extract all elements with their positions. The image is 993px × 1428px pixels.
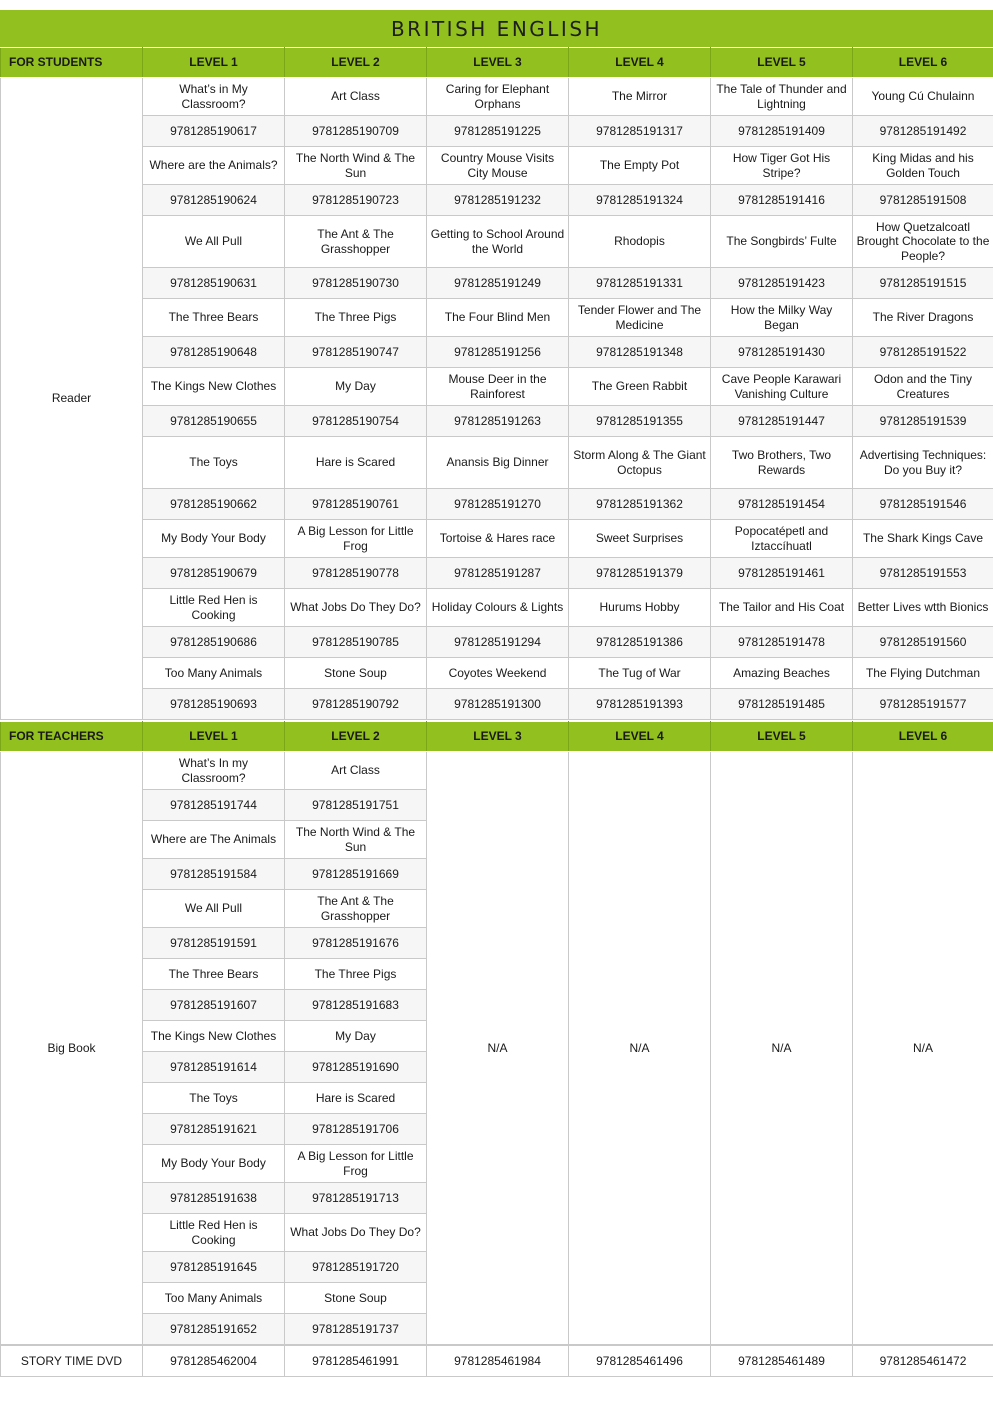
- title-row: [1, 437, 993, 489]
- not-available-cell: N/A: [853, 752, 993, 1345]
- isbn: 9781285190655: [143, 406, 285, 437]
- isbn: 9781285191652: [143, 1314, 285, 1345]
- isbn: 9781285191539: [853, 406, 993, 437]
- students-table: [0, 47, 993, 720]
- isbn-row: [1, 268, 993, 299]
- isbn: 9781285191379: [569, 558, 711, 589]
- page-title: BRITISH ENGLISH: [0, 10, 993, 47]
- isbn: 9781285190679: [143, 558, 285, 589]
- level-header: LEVEL 2: [285, 722, 427, 752]
- isbn: 9781285191706: [285, 1114, 427, 1145]
- level-header: LEVEL 3: [427, 48, 569, 78]
- isbn-row: [1, 558, 993, 589]
- isbn: 9781285191560: [853, 627, 993, 658]
- isbn: 9781285191713: [285, 1183, 427, 1214]
- book-title: Sweet Surprises: [569, 520, 711, 558]
- isbn: 9781285191232: [427, 185, 569, 216]
- isbn: 9781285191546: [853, 489, 993, 520]
- dvd-table: [0, 1345, 993, 1377]
- isbn: 9781285191355: [569, 406, 711, 437]
- book-title: Better Lives wtth Bionics: [853, 589, 993, 627]
- book-title: What’s In my Classroom?: [143, 752, 285, 790]
- isbn-row: [1, 185, 993, 216]
- book-title: We All Pull: [143, 216, 285, 268]
- category-cell: Reader: [1, 78, 143, 720]
- book-title: The Tale of Thunder and Lightning: [711, 78, 853, 116]
- isbn: 9781285191393: [569, 689, 711, 720]
- isbn: 9781285191416: [711, 185, 853, 216]
- isbn: 9781285190747: [285, 337, 427, 368]
- book-title: Stone Soup: [285, 658, 427, 689]
- book-title: The Ant & The Grasshopper: [285, 216, 427, 268]
- book-title: The Three Bears: [143, 959, 285, 990]
- isbn: 9781285461472: [853, 1346, 993, 1377]
- book-title: Where are the Animals?: [143, 147, 285, 185]
- isbn: 9781285190754: [285, 406, 427, 437]
- isbn: 9781285191522: [853, 337, 993, 368]
- isbn: 9781285190723: [285, 185, 427, 216]
- isbn: 9781285191553: [853, 558, 993, 589]
- book-title: The Flying Dutchman: [853, 658, 993, 689]
- isbn: 9781285191508: [853, 185, 993, 216]
- title-row: [1, 299, 993, 337]
- title-row: [1, 216, 993, 268]
- level-header: LEVEL 1: [143, 722, 285, 752]
- isbn: 9781285190686: [143, 627, 285, 658]
- isbn: 9781285191591: [143, 928, 285, 959]
- book-title: Little Red Hen is Cooking: [143, 589, 285, 627]
- students-header-row: [1, 48, 993, 78]
- level-header: LEVEL 6: [853, 722, 993, 752]
- isbn: 9781285191607: [143, 990, 285, 1021]
- level-header: LEVEL 1: [143, 48, 285, 78]
- isbn: 9781285191669: [285, 859, 427, 890]
- dvd-label: STORY TIME DVD: [1, 1346, 143, 1377]
- book-title: Coyotes Weekend: [427, 658, 569, 689]
- book-title: Too Many Animals: [143, 1283, 285, 1314]
- isbn: 9781285191386: [569, 627, 711, 658]
- book-title: The Green Rabbit: [569, 368, 711, 406]
- isbn: 9781285190730: [285, 268, 427, 299]
- isbn: 9781285190792: [285, 689, 427, 720]
- book-title: Young Cú Chulainn: [853, 78, 993, 116]
- book-title: The Songbirds’ Fulte: [711, 216, 853, 268]
- isbn: 9781285190693: [143, 689, 285, 720]
- book-title: Anansis Big Dinner: [427, 437, 569, 489]
- isbn: 9781285190648: [143, 337, 285, 368]
- isbn: 9781285191584: [143, 859, 285, 890]
- isbn: 9781285191690: [285, 1052, 427, 1083]
- isbn: 9781285191249: [427, 268, 569, 299]
- isbn: 9781285191317: [569, 116, 711, 147]
- book-title: The Three Pigs: [285, 299, 427, 337]
- isbn: 9781285191737: [285, 1314, 427, 1345]
- isbn: 9781285190631: [143, 268, 285, 299]
- not-available-cell: N/A: [427, 752, 569, 1345]
- book-title: The Three Bears: [143, 299, 285, 337]
- book-title: The Ant & The Grasshopper: [285, 890, 427, 928]
- isbn: 9781285191256: [427, 337, 569, 368]
- level-header: LEVEL 4: [569, 48, 711, 78]
- isbn: 9781285190709: [285, 116, 427, 147]
- book-title: Tortoise & Hares race: [427, 520, 569, 558]
- book-title: Hare is Scared: [285, 437, 427, 489]
- isbn: 9781285191676: [285, 928, 427, 959]
- isbn: 9781285191294: [427, 627, 569, 658]
- isbn: 9781285191478: [711, 627, 853, 658]
- category-cell: Big Book: [1, 752, 143, 1345]
- book-title: My Day: [285, 368, 427, 406]
- title-row: [1, 589, 993, 627]
- book-title: Holiday Colours & Lights: [427, 589, 569, 627]
- isbn: 9781285190761: [285, 489, 427, 520]
- book-title: Art Class: [285, 78, 427, 116]
- isbn: 9781285190778: [285, 558, 427, 589]
- book-title: The North Wind & The Sun: [285, 821, 427, 859]
- isbn: 9781285461496: [569, 1346, 711, 1377]
- book-title: Tender Flower and The Medicine: [569, 299, 711, 337]
- isbn: 9781285191447: [711, 406, 853, 437]
- isbn: 9781285461984: [427, 1346, 569, 1377]
- level-header: LEVEL 2: [285, 48, 427, 78]
- book-title: How Quetzalcoatl Brought Chocolate to the People?: [853, 216, 993, 268]
- isbn: 9781285191461: [711, 558, 853, 589]
- book-title: Caring for Elephant Orphans: [427, 78, 569, 116]
- isbn: 9781285191645: [143, 1252, 285, 1283]
- isbn: 9781285191744: [143, 790, 285, 821]
- isbn: 9781285191225: [427, 116, 569, 147]
- isbn: 9781285191348: [569, 337, 711, 368]
- isbn: 9781285191492: [853, 116, 993, 147]
- isbn: 9781285190617: [143, 116, 285, 147]
- book-title: The Tug of War: [569, 658, 711, 689]
- book-title: The Kings New Clothes: [143, 1021, 285, 1052]
- isbn: 9781285191577: [853, 689, 993, 720]
- isbn: 9781285191423: [711, 268, 853, 299]
- book-title: Art Class: [285, 752, 427, 790]
- book-title: The Shark Kings Cave: [853, 520, 993, 558]
- isbn: 9781285191430: [711, 337, 853, 368]
- level-header: LEVEL 3: [427, 722, 569, 752]
- isbn: 9781285461991: [285, 1346, 427, 1377]
- book-title: What’s in My Classroom?: [143, 78, 285, 116]
- book-title: My Body Your Body: [143, 1145, 285, 1183]
- level-header: LEVEL 6: [853, 48, 993, 78]
- book-title: Where are The Animals: [143, 821, 285, 859]
- isbn: 9781285191751: [285, 790, 427, 821]
- book-title: The Toys: [143, 1083, 285, 1114]
- book-title: Two Brothers, Two Rewards: [711, 437, 853, 489]
- book-title: The Mirror: [569, 78, 711, 116]
- book-title: Hare is Scared: [285, 1083, 427, 1114]
- book-title: Getting to School Around the World: [427, 216, 569, 268]
- book-title: The River Dragons: [853, 299, 993, 337]
- book-title: Amazing Beaches: [711, 658, 853, 689]
- book-title: Too Many Animals: [143, 658, 285, 689]
- isbn: 9781285191263: [427, 406, 569, 437]
- book-title: What Jobs Do They Do?: [285, 1214, 427, 1252]
- title-row: [1, 368, 993, 406]
- isbn: 9781285191515: [853, 268, 993, 299]
- not-available-cell: N/A: [569, 752, 711, 1345]
- book-title: Little Red Hen is Cooking: [143, 1214, 285, 1252]
- title-row: [1, 752, 993, 790]
- isbn-row: [1, 337, 993, 368]
- isbn: 9781285191270: [427, 489, 569, 520]
- book-title: A Big Lesson for Little Frog: [285, 520, 427, 558]
- book-title: Odon and the Tiny Creatures: [853, 368, 993, 406]
- book-title: What Jobs Do They Do?: [285, 589, 427, 627]
- book-title: My Day: [285, 1021, 427, 1052]
- dvd-row: [1, 1346, 993, 1377]
- isbn: 9781285191300: [427, 689, 569, 720]
- book-title: Rhodopis: [569, 216, 711, 268]
- book-title: Country Mouse Visits City Mouse: [427, 147, 569, 185]
- isbn-row: [1, 627, 993, 658]
- title-row: [1, 147, 993, 185]
- teachers-header-row: [1, 722, 993, 752]
- isbn: 9781285191683: [285, 990, 427, 1021]
- book-title: Stone Soup: [285, 1283, 427, 1314]
- book-title: King Midas and his Golden Touch: [853, 147, 993, 185]
- isbn: 9781285191454: [711, 489, 853, 520]
- isbn-row: [1, 689, 993, 720]
- isbn: 9781285191638: [143, 1183, 285, 1214]
- title-row: [1, 78, 993, 116]
- isbn: 9781285190785: [285, 627, 427, 658]
- isbn: 9781285191287: [427, 558, 569, 589]
- isbn-row: [1, 489, 993, 520]
- isbn: 9781285461489: [711, 1346, 853, 1377]
- book-title: The Three Pigs: [285, 959, 427, 990]
- isbn: 9781285191614: [143, 1052, 285, 1083]
- book-title: Advertising Techniques: Do you Buy it?: [853, 437, 993, 489]
- isbn: 9781285191720: [285, 1252, 427, 1283]
- isbn-row: [1, 406, 993, 437]
- book-title: The North Wind & The Sun: [285, 147, 427, 185]
- level-header: LEVEL 5: [711, 722, 853, 752]
- isbn: 9781285191485: [711, 689, 853, 720]
- book-title: The Empty Pot: [569, 147, 711, 185]
- book-title: Storm Along & The Giant Octopus: [569, 437, 711, 489]
- book-title: The Kings New Clothes: [143, 368, 285, 406]
- isbn: 9781285191324: [569, 185, 711, 216]
- level-header: LEVEL 4: [569, 722, 711, 752]
- isbn: 9781285191409: [711, 116, 853, 147]
- isbn: 9781285191621: [143, 1114, 285, 1145]
- not-available-cell: N/A: [711, 752, 853, 1345]
- isbn: 9781285462004: [143, 1346, 285, 1377]
- book-title: A Big Lesson for Little Frog: [285, 1145, 427, 1183]
- book-title: The Tailor and His Coat: [711, 589, 853, 627]
- level-header: LEVEL 5: [711, 48, 853, 78]
- section-label: FOR TEACHERS: [1, 722, 143, 752]
- isbn: 9781285191331: [569, 268, 711, 299]
- book-title: We All Pull: [143, 890, 285, 928]
- isbn: 9781285190624: [143, 185, 285, 216]
- book-title: The Toys: [143, 437, 285, 489]
- book-title: My Body Your Body: [143, 520, 285, 558]
- book-title: How Tiger Got His Stripe?: [711, 147, 853, 185]
- title-row: [1, 520, 993, 558]
- teachers-table: [0, 721, 993, 1345]
- isbn-row: [1, 116, 993, 147]
- isbn: 9781285191362: [569, 489, 711, 520]
- book-title: Cave People Karawari Vanishing Culture: [711, 368, 853, 406]
- book-title: How the Milky Way Began: [711, 299, 853, 337]
- isbn: 9781285190662: [143, 489, 285, 520]
- section-label: FOR STUDENTS: [1, 48, 143, 78]
- book-title: The Four Blind Men: [427, 299, 569, 337]
- book-title: Mouse Deer in the Rainforest: [427, 368, 569, 406]
- book-title: Popocatépetl and Iztaccíhuatl: [711, 520, 853, 558]
- book-title: Hurums Hobby: [569, 589, 711, 627]
- title-row: [1, 658, 993, 689]
